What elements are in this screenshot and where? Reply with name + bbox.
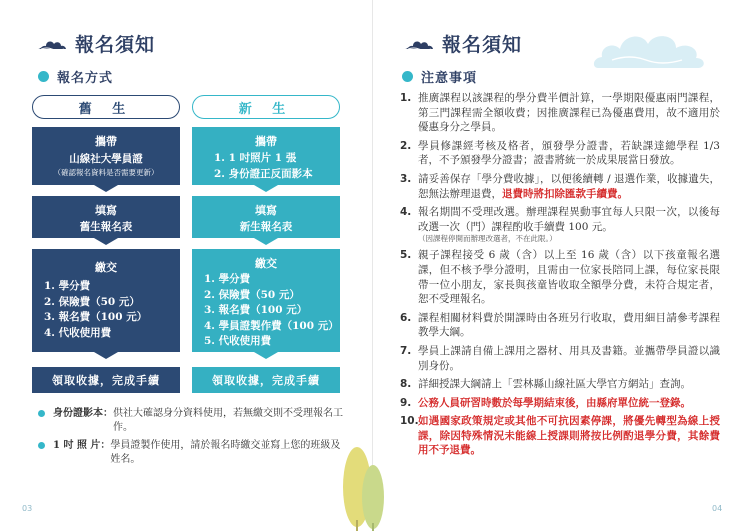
- notice-text-part: 請妥善保存「學分費收據」，以便後續轉 / 退選作業，收據遺失，恕無法辦理退費，: [418, 172, 720, 200]
- section-heading: [402, 67, 477, 86]
- notice-item: [400, 344, 720, 373]
- notice-text-part: 課程相關材料費於開課時由各班另行收取，費用細目請參考課程教學大綱。: [418, 311, 720, 339]
- notice-number: 8.: [400, 378, 412, 391]
- new-student-header: 新 生: [192, 95, 340, 119]
- footnote-text: 學員證製作使用，請於報名時繳交並寫上您的班級及姓名。: [110, 440, 341, 465]
- new-step-fill: [192, 196, 340, 238]
- new-step-receipt: 領取收據，完成手續: [192, 367, 340, 393]
- old-step-receipt: 領取收據，完成手續: [32, 367, 180, 393]
- fee-list: [32, 279, 180, 341]
- notice-text-part: 學員修課經考核及格者，頒發學分證書，若缺課達總學程 1/3 者，不予頒發學分證書；證書將統一於成果展當日發放。: [418, 139, 720, 167]
- notice-list: [400, 91, 720, 462]
- notice-item: [400, 311, 720, 340]
- old-student-header: 舊 生: [32, 95, 180, 119]
- list-item: 3. 報名費（100 元）: [204, 304, 308, 316]
- notice-text-part: 推廣課程以該課程的學分費半價計算，一學期限優惠兩門課程，第三門課程需全額收費；因推廣課程已為優惠費用，故不適用於優惠身分之學員。: [418, 92, 720, 134]
- notice-text: [418, 205, 720, 244]
- notice-text: [418, 396, 720, 411]
- step-title: 攜帶: [255, 135, 277, 148]
- footnote-label: 1 吋 照 片：: [53, 440, 111, 451]
- cloud-decoration-icon: [590, 20, 710, 78]
- flow-arrow-icon: [94, 352, 118, 359]
- flow-arrow-icon: [94, 238, 118, 245]
- notice-text-part: （因課程停開而辦理改選者，不在此限。）: [418, 234, 557, 244]
- notice-text: [418, 311, 720, 340]
- list-item: 2. 保險費（50 元）: [44, 295, 140, 308]
- notice-item: [400, 396, 720, 411]
- tree-decoration-icon: [340, 425, 388, 531]
- flow-arrow-icon: [254, 185, 278, 192]
- notice-item: [400, 205, 720, 244]
- cloud-mark-icon: [404, 36, 434, 52]
- step-title: 填寫: [255, 204, 277, 217]
- flow-arrow-icon: [254, 238, 278, 245]
- right-title-row: [404, 30, 522, 57]
- notice-number: 5.: [400, 249, 412, 262]
- list-item: 1. 學分費: [204, 273, 251, 285]
- step-content: 舊生報名表: [79, 221, 133, 233]
- footnote-item: [38, 439, 348, 466]
- new-step-pay: [192, 249, 340, 352]
- bring-list: [192, 151, 340, 182]
- list-item: 4. 代收使用費: [44, 326, 112, 339]
- highlight-text: 退費時將扣除匯款手續費。: [502, 187, 628, 200]
- list-item: 4. 學員證製作費（100 元）: [204, 319, 339, 332]
- notice-item: [400, 414, 720, 458]
- notice-text-part: 報名期間不受理改選。辦理課程異動事宜每人只限一次，以後每改選一次（門）課程酌收手續費 100 元。: [418, 206, 720, 233]
- notice-text: [418, 248, 720, 306]
- old-step-pay: [32, 249, 180, 352]
- notice-item: [400, 139, 720, 168]
- footnote-label: 身份證影本：: [53, 408, 113, 419]
- old-step-fill: [32, 196, 180, 238]
- footnote-item: [38, 407, 348, 434]
- left-page: [0, 0, 372, 531]
- step-content: 新生報名表: [239, 221, 293, 233]
- page-number: 04: [712, 504, 723, 513]
- cloud-mark-icon: [37, 36, 67, 52]
- notice-text-part: 親子課程接受 6 歲（含）以上至 16 歲（含）以下孩童報名選課，但不核予學分證明，且需由一位家長陪同上課，每位家長限帶一位小朋友，家長與孩童皆收取全額學分費，未符合規定者，恕不受理報名。: [418, 249, 720, 306]
- notice-item: [400, 91, 720, 135]
- notice-number: 3.: [400, 172, 412, 185]
- notice-text: [418, 414, 720, 458]
- step-note: （確認報名資料是否需要更新）: [53, 168, 159, 177]
- step-title: 繳交: [95, 261, 117, 274]
- notice-number: 10.: [400, 415, 419, 428]
- notice-number: 1.: [400, 92, 412, 104]
- flow-arrow-icon: [94, 185, 118, 192]
- notice-item: [400, 248, 720, 306]
- list-item: 1. 學分費: [44, 280, 91, 292]
- fee-list: [192, 272, 340, 350]
- notice-number: 2.: [400, 139, 412, 152]
- section-heading: [38, 67, 113, 86]
- notice-text: [418, 91, 720, 135]
- notice-number: 7.: [400, 344, 412, 357]
- list-item: 2. 身份證正反面影本: [214, 167, 313, 180]
- section-title: 注意事項: [421, 71, 478, 86]
- old-student-flow: [32, 95, 180, 387]
- bullet-dot-icon: [38, 442, 45, 449]
- list-item: 3. 報名費（100 元）: [44, 311, 148, 323]
- step-title: 填寫: [95, 204, 117, 217]
- bullet-dot-icon: [38, 71, 49, 82]
- footnotes: [38, 407, 348, 471]
- flow-arrow-icon: [254, 352, 278, 359]
- notice-text: [418, 139, 720, 168]
- old-step-bring: [32, 127, 180, 185]
- new-student-flow: [192, 95, 340, 387]
- list-item: 5. 代收使用費: [204, 335, 272, 347]
- step-title: 繳交: [255, 257, 277, 270]
- notice-text: [418, 377, 720, 392]
- notice-item: [400, 172, 720, 201]
- bullet-dot-icon: [38, 410, 45, 417]
- page-number: 03: [22, 504, 33, 513]
- bullet-dot-icon: [402, 71, 413, 82]
- highlight-text: 如遇國家政策規定或其他不可抗因素停課，將優先轉型為線上授課，除因特殊情況未能線上授課則將按比例酌退學分費，其餘費用不予退費。: [418, 415, 720, 457]
- notice-number: 9.: [400, 396, 412, 409]
- footnote-text: 供社大確認身分資料使用，若無繳交則不受理報名工作。: [113, 408, 343, 433]
- step-title: 攜帶: [95, 135, 117, 148]
- list-item: 2. 保險費（50 元）: [204, 288, 300, 301]
- notice-text-part: 詳細授課大綱請上「雲林縣山線社區大學官方網站」查詢。: [418, 378, 691, 391]
- notice-text-part: 學員上課請自備上課用之器材、用具及書籍。並攜帶學員證以識別身份。: [418, 344, 720, 372]
- notice-text: [418, 172, 720, 201]
- step-content: 山線社大學員證: [69, 153, 143, 165]
- notice-number: 4.: [400, 206, 412, 219]
- section-title: 報名方式: [57, 71, 114, 86]
- page-title: 報名須知: [75, 34, 156, 56]
- page-title: 報名須知: [442, 34, 523, 56]
- highlight-text: 公務人員研習時數於每學期結束後，由縣府單位統一登錄。: [418, 396, 691, 409]
- notice-item: [400, 377, 720, 392]
- list-item: 1. 1 吋照片 1 張: [214, 152, 297, 164]
- left-title-row: [37, 30, 155, 57]
- notice-text: [418, 344, 720, 373]
- new-step-bring: [192, 127, 340, 185]
- notice-number: 6.: [400, 311, 412, 324]
